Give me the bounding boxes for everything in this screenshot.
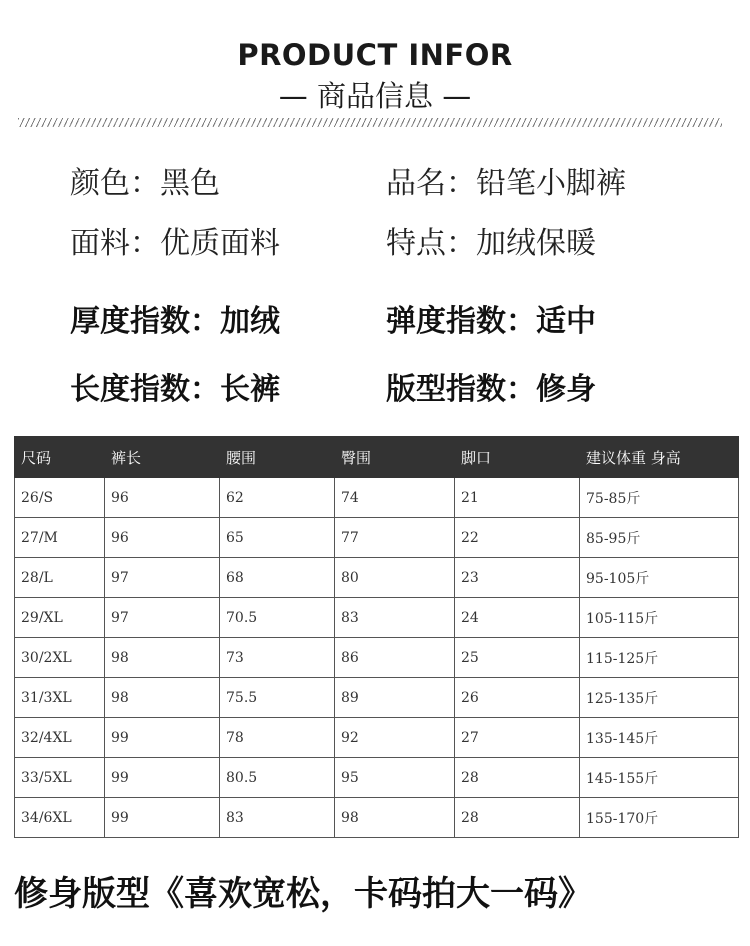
attr-product-name [386, 158, 626, 202]
table-cell: 74 [335, 478, 455, 518]
table-cell: 68 [220, 558, 335, 598]
attr-value: 优质面料 [160, 226, 280, 261]
table-cell: 26 [455, 678, 580, 718]
table-cell: 98 [335, 798, 455, 838]
table-cell: 99 [105, 798, 220, 838]
attr-value: 适中 [536, 304, 596, 339]
table-cell: 135-145斤 [580, 718, 739, 758]
attr-value: 修身 [536, 372, 596, 407]
table-cell: 85-95斤 [580, 518, 739, 558]
table-cell: 26/S [15, 478, 105, 518]
attr-label: 厚度指数： [70, 304, 220, 339]
table-cell: 96 [105, 478, 220, 518]
header-hem: 脚口 [455, 437, 580, 478]
table-row [15, 678, 739, 718]
table-cell: 92 [335, 718, 455, 758]
table-cell: 65 [220, 518, 335, 558]
table-cell: 28 [455, 798, 580, 838]
table-cell: 89 [335, 678, 455, 718]
table-cell: 75-85斤 [580, 478, 739, 518]
attr-value: 铅笔小脚裤 [476, 166, 626, 201]
hatched-divider [18, 118, 722, 127]
attr-label: 品名： [386, 166, 476, 201]
attr-elasticity [386, 296, 596, 340]
table-cell: 21 [455, 478, 580, 518]
attr-fit [386, 364, 596, 408]
table-cell: 83 [220, 798, 335, 838]
attr-length [70, 364, 280, 408]
table-cell: 27/M [15, 518, 105, 558]
table-cell: 86 [335, 638, 455, 678]
attr-fabric [70, 218, 280, 262]
table-cell: 23 [455, 558, 580, 598]
attr-label: 颜色： [70, 166, 160, 201]
header-size: 尺码 [15, 437, 105, 478]
table-cell: 145-155斤 [580, 758, 739, 798]
header-recommendation: 建议体重 身高 [580, 437, 739, 478]
attr-color [70, 158, 220, 202]
table-cell: 22 [455, 518, 580, 558]
table-cell: 34/6XL [15, 798, 105, 838]
table-cell: 30/2XL [15, 638, 105, 678]
header-length: 裤长 [105, 437, 220, 478]
table-cell: 62 [220, 478, 335, 518]
title-chinese: — 商品信息 — [278, 79, 472, 113]
table-row [15, 798, 739, 838]
table-row [15, 718, 739, 758]
table-cell: 98 [105, 638, 220, 678]
table-cell: 83 [335, 598, 455, 638]
table-cell: 27 [455, 718, 580, 758]
table-row [15, 558, 739, 598]
table-cell: 98 [105, 678, 220, 718]
table-row [15, 598, 739, 638]
attr-label: 特点： [386, 226, 476, 261]
attr-label: 面料： [70, 226, 160, 261]
table-cell: 80.5 [220, 758, 335, 798]
table-cell: 99 [105, 758, 220, 798]
table-cell: 155-170斤 [580, 798, 739, 838]
attr-label: 长度指数： [70, 372, 220, 407]
table-cell: 70.5 [220, 598, 335, 638]
table-cell: 77 [335, 518, 455, 558]
table-row [15, 478, 739, 518]
table-cell: 95 [335, 758, 455, 798]
table-row [15, 638, 739, 678]
table-cell: 33/5XL [15, 758, 105, 798]
attr-value: 长裤 [220, 372, 280, 407]
title-english: PRODUCT INFOR [237, 38, 513, 72]
table-cell: 105-115斤 [580, 598, 739, 638]
table-cell: 24 [455, 598, 580, 638]
table-cell: 32/4XL [15, 718, 105, 758]
attr-label: 弹度指数： [386, 304, 536, 339]
footer-note: 修身版型《喜欢宽松，卡码拍大一码》 [14, 874, 592, 914]
table-row [15, 758, 739, 798]
table-cell: 29/XL [15, 598, 105, 638]
attr-value: 黑色 [160, 166, 220, 201]
header-hip: 臀围 [335, 437, 455, 478]
table-cell: 28 [455, 758, 580, 798]
size-table-header [15, 437, 739, 478]
table-cell: 25 [455, 638, 580, 678]
attr-value: 加绒保暖 [476, 226, 596, 261]
table-cell: 31/3XL [15, 678, 105, 718]
header-waist: 腰围 [220, 437, 335, 478]
size-table [14, 436, 739, 838]
table-cell: 80 [335, 558, 455, 598]
attr-feature [386, 218, 596, 262]
table-cell: 115-125斤 [580, 638, 739, 678]
table-cell: 28/L [15, 558, 105, 598]
table-row [15, 518, 739, 558]
attr-value: 加绒 [220, 304, 280, 339]
table-cell: 97 [105, 558, 220, 598]
table-cell: 97 [105, 598, 220, 638]
attr-label: 版型指数： [386, 372, 536, 407]
table-cell: 96 [105, 518, 220, 558]
table-cell: 78 [220, 718, 335, 758]
table-cell: 73 [220, 638, 335, 678]
table-cell: 75.5 [220, 678, 335, 718]
table-cell: 99 [105, 718, 220, 758]
table-cell: 125-135斤 [580, 678, 739, 718]
attr-thickness [70, 296, 280, 340]
table-cell: 95-105斤 [580, 558, 739, 598]
